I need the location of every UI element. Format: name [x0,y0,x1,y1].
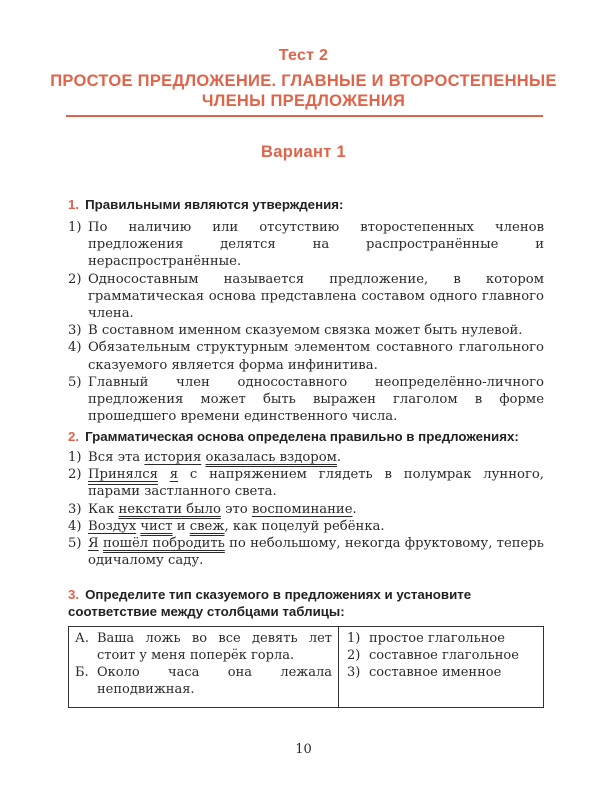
text-segment: . [336,450,342,465]
item-number: 3) [68,323,82,339]
title-divider [66,115,543,117]
item-number: 2) [68,467,82,483]
item-number: Б. [75,665,89,680]
item-text: простое глагольное [369,631,505,646]
predicate-underlined: оказалась вздором [205,450,337,465]
item-number: 1) [68,220,82,235]
list-item [68,518,544,535]
test-title [0,71,607,111]
title-line: ПРОСТОЕ ПРЕДЛОЖЕНИЕ. ГЛАВНЫЕ И ВТОРОСТЕПЕННЫЕ [50,72,557,90]
subject-underlined: Я [88,536,99,552]
answer-list-1 [68,219,544,425]
item-text [88,374,544,426]
page-number: 10 [295,742,312,757]
question-3 [68,586,544,620]
text-segment: . [352,501,357,517]
list-item [68,339,544,373]
answer-list-2 [68,449,544,569]
list-item [68,271,544,323]
predicate-underlined: чист [140,518,173,534]
matching-table [68,626,544,708]
item-number: А. [75,631,89,646]
text-segment: Как [88,501,119,517]
predicate-underlined: Принялся [88,467,158,483]
predicate-underlined: свеж [189,518,225,534]
question-1 [68,196,544,213]
item-number: 4) [68,518,82,534]
item-number: 3) [347,665,361,680]
item-text [88,449,544,466]
table-item [347,630,535,647]
text-segment: с напряжением глядеть в полумрак лунного, парами застланного света. [88,467,544,500]
text-segment: Главный член односоставного неопределённо-личного предложения может быть выражен глаголом в форме прошедшего времени единственного числа. [88,374,544,425]
item-number: 3) [68,501,82,517]
text-segment: Односоставным называется предложение, в котором грамматическая основа представлена составом одного главного члена. [88,271,544,322]
sentences-column [69,627,339,707]
question-number: 3. [68,587,80,602]
question-text: Грамматическая основа определена правильно в предложениях: [85,429,519,444]
item-number: 4) [68,340,82,356]
item-number: 5) [68,374,82,390]
text-segment: и [172,518,190,534]
item-number: 5) [68,536,82,552]
list-item [68,449,544,466]
subject-underlined: воспоминание [251,501,353,517]
text-segment: по небольшому, некогда фруктовому, теперь одичалому саду. [88,536,544,569]
text-segment: Обязательным структурным элементом составного глагольного сказуемого является форма инфинитива. [88,340,544,373]
item-text [88,501,544,518]
item-text [88,271,544,323]
item-text [88,518,544,535]
question-text: Определите тип сказуемого в предложениях и установите соответствие между столбцами таблицы: [68,587,472,619]
item-text [88,535,544,569]
item-number: 2) [68,271,82,287]
predicate-types-column [339,627,543,707]
list-item [68,535,544,569]
text-segment: , как поцелуй ребёнка. [224,518,385,534]
item-text [88,322,544,339]
text-segment [158,467,170,482]
list-item [68,466,544,500]
test-number: Тест 2 [278,47,329,64]
title-line: ЧЛЕНЫ ПРЕДЛОЖЕНИЯ [201,92,406,110]
list-item [68,322,544,339]
table-item [347,664,535,681]
question-2 [68,428,544,445]
text-segment: По наличию или отсутствию второстепенных членов предложения делятся на распространённые и нераспространённые. [88,220,544,270]
table-item [75,630,332,664]
item-text [88,339,544,373]
item-text: Около часа она лежала неподвижная. [97,665,332,697]
item-text: Ваша ложь во все девять лет стоит у меня поперёк горла. [97,631,332,663]
text-segment: В составном именном сказуемом связка может быть нулевой. [88,323,523,339]
item-text: составное глагольное [369,648,519,663]
predicate-underlined: пошёл побродить [102,536,225,552]
item-number: 2) [347,648,361,663]
subject-underlined: я [169,467,179,483]
question-text: Правильными являются утверждения: [85,197,344,212]
subject-underlined: история [144,450,202,465]
list-item [68,501,544,518]
table-item [347,647,535,664]
item-number: 1) [68,450,82,465]
item-text [88,466,544,500]
item-text: составное именное [369,665,502,680]
table-item [75,664,332,698]
item-number: 1) [347,631,361,646]
subject-underlined: Воздух [88,518,137,534]
list-item [68,219,544,271]
predicate-underlined: некстати было [118,501,221,517]
question-number: 2. [68,429,80,444]
list-item [68,374,544,426]
text-segment: это [220,501,252,517]
question-number: 1. [68,197,80,212]
text-segment: Вся эта [88,450,145,465]
variant-heading: Вариант 1 [261,143,346,161]
item-text [88,219,544,271]
